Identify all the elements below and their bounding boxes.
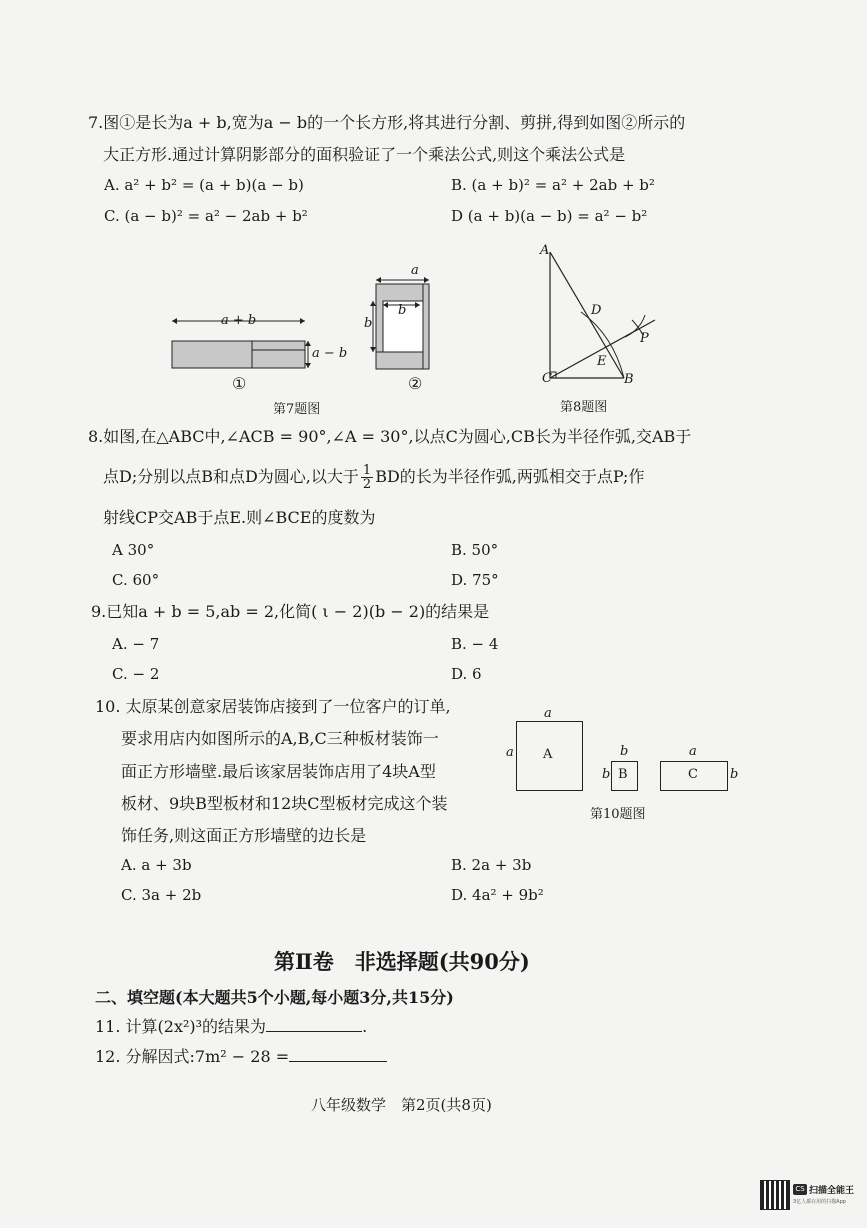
fraction-one-half bbox=[361, 464, 373, 491]
q8-option-d: D. 75° bbox=[451, 571, 499, 589]
fig2-label-inner: b bbox=[398, 303, 407, 318]
q8-point-d: D bbox=[591, 303, 602, 318]
qr-code-icon bbox=[760, 1180, 790, 1210]
board-a-width-label: a bbox=[544, 706, 552, 721]
q11-end: . bbox=[362, 1017, 368, 1036]
q8-point-a: A bbox=[540, 243, 550, 258]
q8-figure bbox=[535, 240, 670, 392]
q9-option-d: D. 6 bbox=[451, 665, 482, 683]
q10-line5: 饰任务,则这面正方形墙壁的边长是 bbox=[121, 826, 367, 845]
fig2-caption: ② bbox=[408, 374, 423, 393]
fig1-label-right: a − b bbox=[312, 346, 348, 361]
q8-point-e: E bbox=[597, 354, 607, 369]
fraction-numerator: 1 bbox=[362, 463, 372, 478]
q10-option-b: B. 2a + 3b bbox=[451, 856, 532, 874]
section-title: 第Ⅱ卷 非选择题(共90分) bbox=[274, 949, 530, 974]
q10-line4: 板材、9块B型板材和12块C型板材完成这个装 bbox=[121, 794, 448, 813]
fig1-caption: ① bbox=[232, 374, 247, 393]
q7-line2: 大正方形.通过计算阴影部分的面积验证了一个乘法公式,则这个乘法公式是 bbox=[103, 145, 626, 164]
section-subtitle: 二、填空题(本大题共5个小题,每小题3分,共15分) bbox=[95, 988, 454, 1007]
q7-option-b: B. (a + b)² = a² + 2ab + b² bbox=[451, 176, 655, 194]
scanner-badge: CS bbox=[793, 1184, 807, 1195]
q7-option-c: C. (a − b)² = a² − 2ab + b² bbox=[104, 207, 308, 225]
page-footer: 八年级数学 第2页(共8页) bbox=[311, 1096, 492, 1114]
q8-option-b: B. 50° bbox=[451, 541, 499, 559]
q7-option-a: A. a² + b² = (a + b)(a − b) bbox=[104, 176, 304, 194]
q8-point-b: B bbox=[624, 372, 634, 387]
q12-answer-blank[interactable] bbox=[289, 1047, 387, 1062]
q8-option-c: C. 60° bbox=[112, 571, 160, 589]
q8-line2 bbox=[103, 464, 644, 491]
q12-line bbox=[95, 1047, 387, 1067]
q8-point-c: C bbox=[542, 371, 552, 386]
q9-option-c: C. − 2 bbox=[112, 665, 160, 683]
scanner-title: 扫描全能王 bbox=[809, 1186, 855, 1196]
q9-option-b: B. − 4 bbox=[451, 635, 499, 653]
fig2-label-left: b bbox=[364, 316, 373, 331]
q11-text: 11. 计算(2x²)³的结果为 bbox=[95, 1017, 267, 1036]
q8-figure-caption: 第8题图 bbox=[560, 400, 608, 415]
fig1-label-top: a + b bbox=[221, 313, 257, 328]
fraction-denominator: 2 bbox=[362, 477, 372, 492]
board-b-height-label: b bbox=[602, 767, 611, 782]
q12-text: 12. 分解因式:7m² − 28 = bbox=[95, 1047, 290, 1066]
q10-line3: 面正方形墙壁.最后该家居装饰店用了4块A型 bbox=[121, 762, 436, 781]
q8-line2-pre: 点D;分别以点B和点D为圆心,以大于 bbox=[103, 467, 359, 486]
q8-line3: 射线CP交AB于点E.则∠BCE的度数为 bbox=[103, 508, 376, 527]
q7-line1: 7.图①是长为a + b,宽为a − b的一个长方形,将其进行分割、剪拼,得到如图②所示的 bbox=[88, 113, 686, 132]
board-b-width-label: b bbox=[620, 744, 629, 759]
scanner-subtitle: 3亿人都在用的扫描App bbox=[793, 1199, 846, 1205]
q10-option-c: C. 3a + 2b bbox=[121, 886, 202, 904]
q11-line bbox=[95, 1017, 367, 1037]
q8-line2-post: BD的长为半径作弧,两弧相交于点P;作 bbox=[375, 467, 645, 486]
q10-option-a: A. a + 3b bbox=[121, 856, 192, 874]
board-c-width-label: a bbox=[689, 744, 697, 759]
board-a-label: A bbox=[543, 747, 553, 762]
q10-option-d: D. 4a² + 9b² bbox=[451, 886, 544, 904]
q7-option-d: D (a + b)(a − b) = a² − b² bbox=[451, 207, 648, 225]
q8-point-p: P bbox=[640, 331, 649, 346]
q11-answer-blank[interactable] bbox=[266, 1017, 362, 1032]
q10-line2: 要求用店内如图所示的A,B,C三种板材装饰一 bbox=[121, 729, 439, 748]
q8-line1: 8.如图,在△ABC中,∠ACB = 90°,∠A = 30°,以点C为圆心,CB长为半径作弧,交AB于 bbox=[88, 427, 692, 446]
board-c-label: C bbox=[688, 767, 698, 782]
q10-figure-caption: 第10题图 bbox=[590, 807, 646, 822]
fig2-label-top: a bbox=[411, 263, 419, 278]
board-b-label: B bbox=[618, 767, 628, 782]
q10-line1: 10. 太原某创意家居装饰店接到了一位客户的订单, bbox=[95, 697, 451, 716]
board-a-height-label: a bbox=[506, 745, 514, 760]
board-c-height-label: b bbox=[730, 767, 739, 782]
q7-figure-caption: 第7题图 bbox=[273, 402, 321, 417]
q9-line1: 9.已知a + b = 5,ab = 2,化简( ι − 2)(b − 2)的结果是 bbox=[91, 602, 490, 621]
q9-option-a: A. − 7 bbox=[112, 635, 160, 653]
q8-option-a: A 30° bbox=[112, 541, 155, 559]
